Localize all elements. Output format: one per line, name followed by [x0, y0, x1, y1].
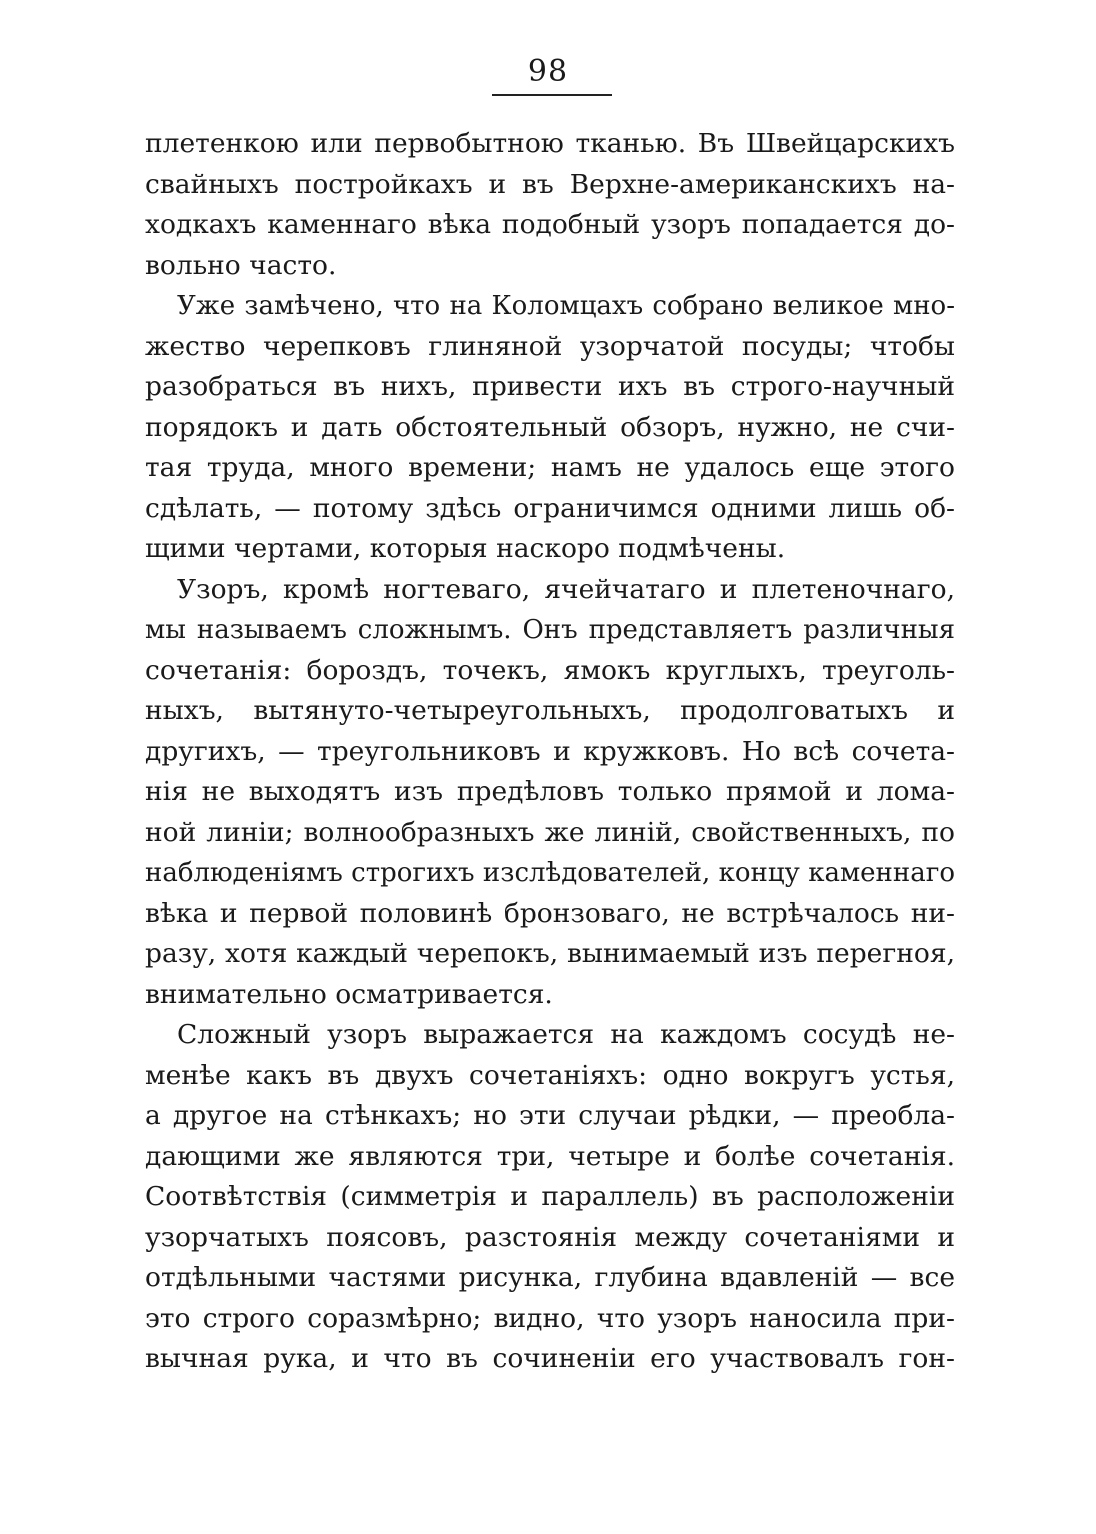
text-line: Соотвѣтствія (симметрія и параллель) въ расположеніи: [145, 1181, 955, 1212]
text-line: менѣе какъ въ двухъ сочетаніяхъ: одно вокругъ устья,: [145, 1059, 955, 1091]
text-line: вольно часто.: [145, 249, 337, 281]
text-line: нія не выходятъ изъ предѣловъ только прямой и лома-: [145, 776, 955, 807]
body-text: [145, 124, 955, 1380]
text-line: вѣка и первой половинѣ бронзоваго, не встрѣчалось ни-: [145, 897, 955, 929]
text-line: мы называемъ сложнымъ. Онъ представляетъ различныя: [145, 615, 955, 645]
text-line: а другое на стѣнкахъ; но эти случаи рѣдки, — преобла-: [145, 1100, 955, 1131]
text-line: сочетанія: бороздъ, точекъ, ямокъ круглыхъ, треуголь-: [145, 654, 955, 686]
text-line: наблюденіямъ строгихъ изслѣдователей, концу каменнаго: [145, 858, 955, 888]
text-line: вычная рука, и что въ сочиненіи его участвовалъ гон-: [145, 1343, 955, 1374]
text-line: плетенкою или первобытною тканью. Въ Швейцарскихъ: [145, 128, 955, 159]
text-line: отдѣльными частями рисунка, глубина вдавленій — все: [145, 1262, 955, 1293]
text-line: разобраться въ нихъ, привести ихъ въ строго-научный: [145, 371, 955, 402]
text-line: дающими же являются три, четыре и болѣе сочетанія.: [145, 1140, 955, 1172]
page-number: 98: [527, 54, 569, 89]
text-line: свайныхъ постройкахъ и въ Верхне-американскихъ на-: [145, 168, 955, 200]
text-line: другихъ, — треугольниковъ и кружковъ. Но всѣ сочета-: [145, 735, 955, 767]
text-line: ходкахъ каменнаго вѣка подобный узоръ попадается до-: [145, 209, 955, 240]
text-line: ныхъ, вытянуто-четыреугольныхъ, продолговатыхъ и: [145, 695, 955, 726]
text-line: Узоръ, кромѣ ногтеваго, ячейчатаго и плетеночнаго,: [177, 573, 955, 605]
page-number-rule: [492, 94, 612, 96]
text-line: это строго соразмѣрно; видно, что узоръ наносила при-: [145, 1302, 955, 1334]
text-line: жество черепковъ глиняной узорчатой посуды; чтобы: [145, 330, 955, 362]
text-line: сдѣлать, — потому здѣсь ограничимся одними лишь об-: [145, 492, 955, 524]
text-line: тая труда, много времени; намъ не удалось еще этого: [145, 452, 955, 483]
text-line: Сложный узоръ выражается на каждомъ сосудѣ не-: [177, 1019, 955, 1050]
text-line: разу, хотя каждый черепокъ, вынимаемый изъ перегноя,: [145, 938, 955, 969]
text-line: внимательно осматривается.: [145, 978, 553, 1010]
text-line: ной линіи; волнообразныхъ же линій, свойственныхъ, по: [145, 816, 955, 848]
text-line: порядокъ и дать обстоятельный обзоръ, нужно, не счи-: [145, 411, 955, 443]
text-line: Уже замѣчено, что на Коломцахъ собрано великое мно-: [177, 291, 955, 321]
text-line: узорчатыхъ поясовъ, разстоянія между сочетаніями и: [145, 1221, 955, 1253]
text-line: щими чертами, которыя наскоро подмѣчены.: [145, 533, 786, 564]
